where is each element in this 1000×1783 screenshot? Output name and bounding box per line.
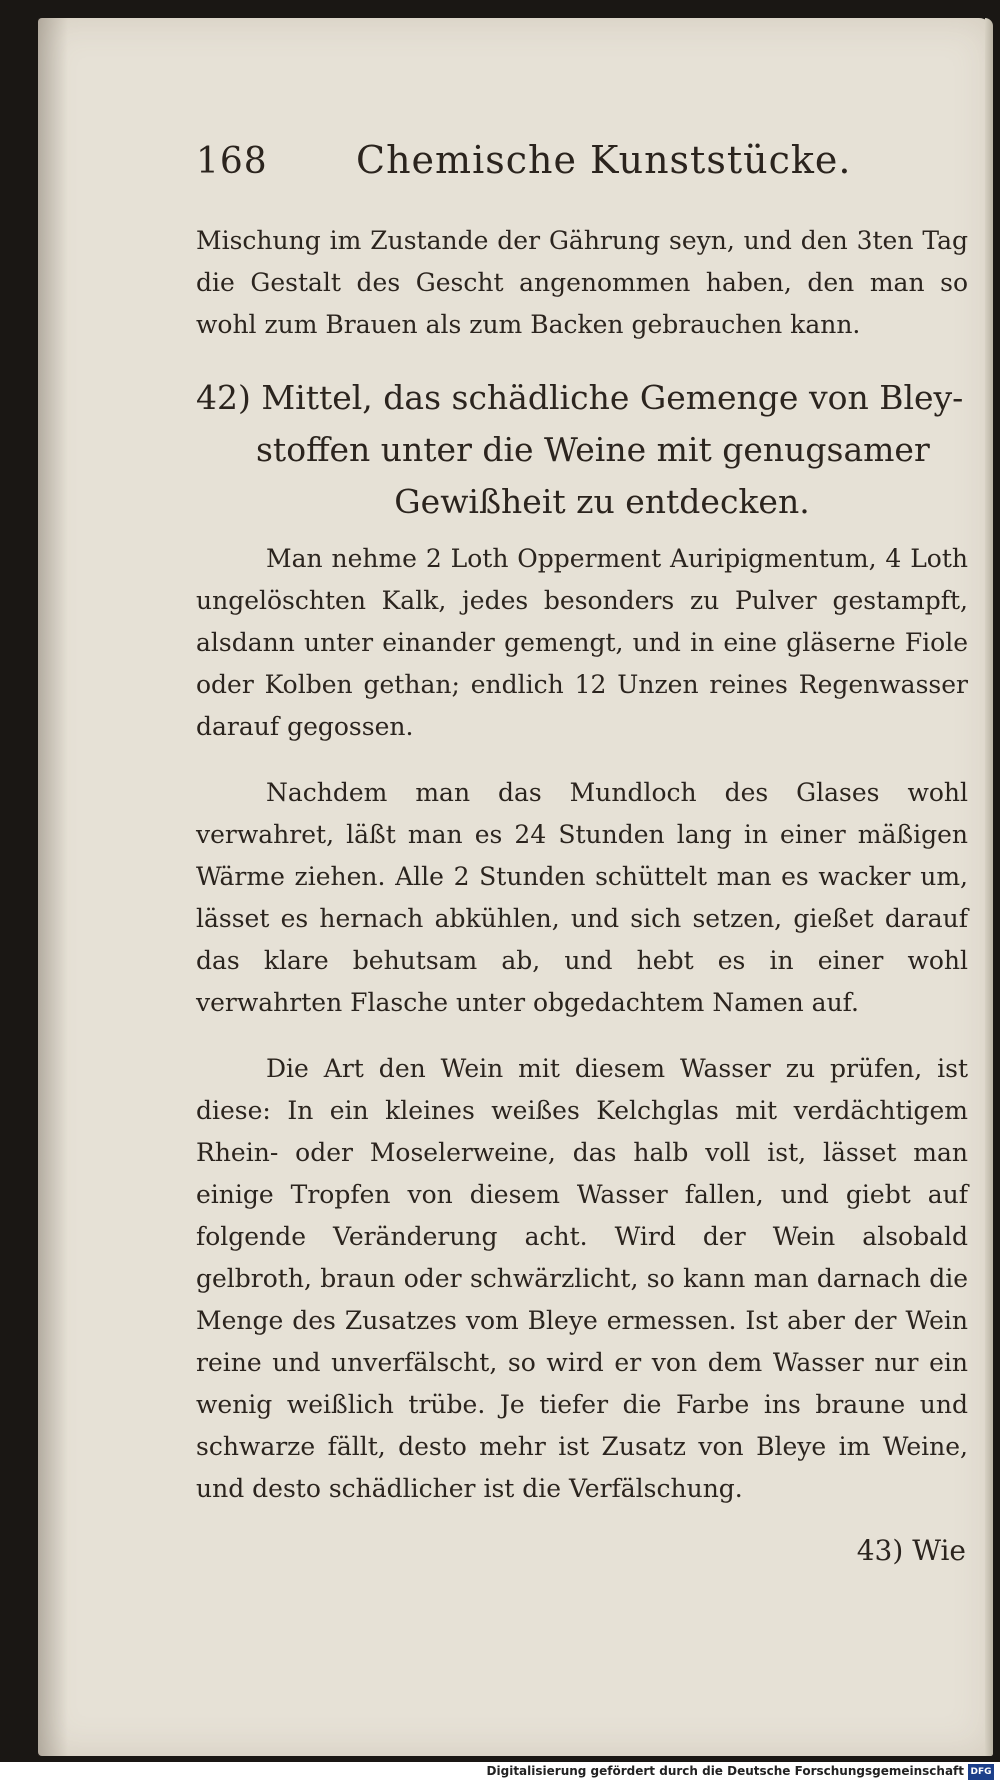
dfg-logo-icon: DFG xyxy=(968,1764,994,1780)
book-page xyxy=(38,18,993,1756)
body-paragraph: Die Art den Wein mit diesem Wasser zu prüfen, ist diese: In ein kleines weißes Kelchglas mit verdächtigem Rhein- oder Moselerweine, das halb voll ist, lässet man einige Tropfen von diesem Wasser fallen, und giebt auf folgende Veränderung acht. Wird der Wein alsobald gelbroth, braun oder schwärzlicht, so kann man darnach die Menge des Zusatzes vom Bleye ermessen. Ist aber der Wein reine und unverfälscht, so wird er von dem Wasser nur ein wenig weißlich trübe. Je tiefer die Farbe ins braune und schwarze fällt, desto mehr ist Zusatz von Bleye im Weine, und desto schädlicher ist die Verfälschung. xyxy=(196,1054,968,1503)
footer-credit: Digitalisierung gefördert durch die Deutsche Forschungsgemeinschaft xyxy=(486,1764,964,1778)
spine-shadow xyxy=(38,18,68,1756)
section-heading xyxy=(196,372,968,528)
digitization-footer xyxy=(0,1762,1000,1783)
body-paragraph: Nachdem man das Mundloch des Glases wohl verwahret, läßt man es 24 Stunden lang in einer mäßigen Wärme ziehen. Alle 2 Stunden schüttelt man es wacker um, lässet es hernach abkühlen, und sich setzen, gießet darauf das klare behutsam ab, und hebt es in einer wohl verwahrten Flasche unter obgedachtem Namen auf. xyxy=(196,778,968,1017)
section-heading-line-3: Gewißheit zu entdecken. xyxy=(394,482,810,521)
page-number: 168 xyxy=(196,141,268,182)
section-heading-line-2: stoffen unter die Weine mit genugsamer xyxy=(256,430,930,469)
body-paragraph: Man nehme 2 Loth Opperment Auripigmentum, 4 Loth ungelöschten Kalk, jedes besonders zu Pulver gestampft, alsdann unter einander gemengt, und in eine gläserne Fiole oder Kolben gethan; endlich 12 Unzen reines Regenwasser darauf gegossen. xyxy=(196,544,968,741)
section-heading-line-1: 42) Mittel, das schädliche Gemenge von Bley- xyxy=(196,378,964,417)
running-title: Chemische Kunststücke. xyxy=(356,138,852,182)
page-content xyxy=(196,138,968,1567)
catchword: 43) Wie xyxy=(856,1534,966,1567)
running-head xyxy=(196,138,968,206)
page-edge xyxy=(985,18,993,1756)
lead-paragraph: Mischung im Zustande der Gährung seyn, und den 3ten Tag die Gestalt des Gescht angenommen haben, den man so wohl zum Brauen als zum Backen gebrauchen kann. xyxy=(196,226,968,339)
